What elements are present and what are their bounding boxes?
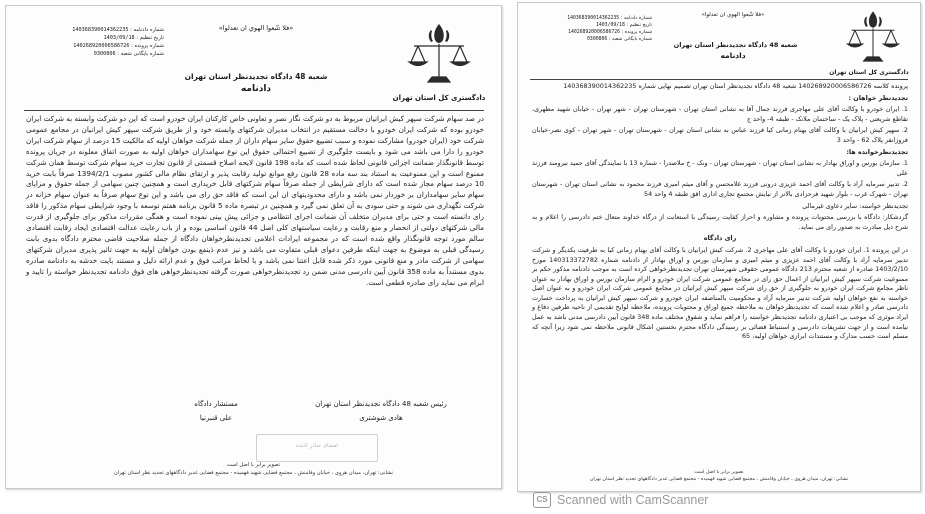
scales-of-justice-icon	[404, 22, 474, 88]
case-intro: پرونده کلاسه 140268920006586726 شعبه 48 دادگاه تجدیدنظر استان تهران تصمیم نهایی شماره 140368390014362235	[563, 82, 908, 90]
camscanner-watermark	[533, 491, 773, 511]
stamp-label: امضای صادر کننده	[296, 443, 338, 449]
header-divider	[24, 110, 484, 111]
document-title: دادنامه	[240, 84, 272, 94]
document-page-2	[5, 5, 502, 489]
issuer-signature-stamp	[256, 434, 378, 462]
respondent-1: 1. سازمان بورس و اوراق بهادار به نشانی استان تهران - شهرستان تهران - ونک - خ ملاصدرا - شماره 13 با نمایندگی آقای حمید نیرومند فرزند علی	[532, 159, 908, 177]
camscanner-text: Scanned with CamScanner	[557, 493, 709, 507]
respondent-2: 2. تدبیر سرمایه آراد با وکالت آقای احمد عزیزی درونی فرزند غلامحسن و آقای میثم امیری فرزند محمود به نشانی استان تهران - شهرستان تهران - شهرک غرب - بلوار شهید فرحزادی بالاتر از نیایش مجتمع تجاری اداری اقق طبقه 4 واحد 54	[532, 180, 908, 198]
meta-row: شماره دادنامه : 140368390014362235	[567, 16, 652, 21]
signature-role-advisor: مستشار دادگاه	[194, 400, 238, 408]
camscanner-logo-icon: CS	[533, 492, 551, 508]
appeal-subject: تجدیدنظر خواسته: سایر دعاوی غیرمالی	[802, 201, 908, 210]
motto: «فلا تتّبعوا الهوي ان تعدلوا»	[218, 24, 294, 32]
court-title: شعبه 48 دادگاه تجدیدنظر استان تهران	[184, 72, 328, 81]
page-footer	[538, 469, 900, 483]
section-heading-respondents: تجدیدنظرخوانده ها:	[846, 147, 908, 156]
footer-address: نشانی: تهران، میدان هروی ، خیابان وفامنش ، مجتمع قضایی شهید فهمیده - مجتمع قضایی غدیر دادگاههای تجدید نظر استان تهران	[589, 477, 849, 482]
footer-certified: تصویر برابر با اصل است	[226, 462, 281, 468]
appellant-1: 1. ایران خودرو با وکالت آقای علی مهاجری فرزند جمال آقا به نشانی استان تهران - شهرستان تهران - شهر تهران - خیابان شهید مطهری، تقاطع شریعتی - پلاک یک - ساختمان ملانک - طبقه 4- واحد ج	[532, 105, 908, 123]
emblem-caption: دادگستری کل استان تهران	[392, 94, 486, 102]
motto: «فلا تتّبعوا الهوي ان تعدلوا»	[701, 12, 765, 18]
footer-certified: تصویر برابر با اصل است	[694, 470, 744, 475]
meta-row: شماره بایگانی شعبه : 0300806	[587, 37, 652, 42]
verdict-text: در این پرونده 1. ایران خودرو با وکالت آقای علی مهاجری 2. شرکت کیش ایرانیان با وکالت آقای بهنام زمانی کیا به طرفیت یکدیگر و شرکت تدبیر سرمایه آراد با وکالت آقای احمد عزیزی و میثم امیری و سازمان بورس و اوراق بهادار از دادنامه شماره 140313372782 مورخ 1403/2/10 صادره از شعبه محترم 213 دادگاه عمومی حقوقی شهرستان تهران تجدیدنظرخواهی کرده است به موجب دادنامه مذکور حکم بر ممنوعیت شرکت سپهر کیش ایرانیان از اعمال حق رای در مجامع عمومی شرکت ایران خودرو و الزام سازمان بورس و اوراق بهادار به عنوان ناظر مجامع شرکت ایران خودرو به جلوگیری از حق رای شرکت سپهر کیش ایرانیان در مجامع عمومی شرکت ایران خودرو و به عنوان اصل خواسته به نفع خواهان اولیه شرکت تدبیر سرمایه آراد و محکومیت بالمناصفه ایران خودرو و شرکت سپهر کیش ایرانیان به پرداخت خسارت دادرسی صادر و اعلام شده است که تجدیدنظرخواهان به ملاحظه جمیع اوراق و محتویات پرونده، ملاحظه لوایح تقدیمی از ناحیه طرفین دفاع و ایراد موثری که موجب بی اعتباری دادنامه تجدیدنظر خواسته را فراهم نماید و شقوق مختلف ماده 348 قانون آیین دادرسی مدنی باشد به عمل نیامده است و از جهت تشریفات دادرسی و استنباط قضائی بر رسیدگی دادگاه محترم نخستین اشکال قانونی ملاحظه نمی شود زیرا آنچه که مسلم است حسب مدارک و مستندات ابرازی خواهان اولیه، 65	[532, 245, 909, 341]
meta-row: تاریخ تنظیم : 1403/09/18	[103, 35, 164, 41]
ruling-body	[532, 82, 908, 344]
court-title: شعبه 48 دادگاه تجدیدنظر استان تهران	[673, 41, 798, 49]
appellant-2: 2. سهپر کیش ایرانیان با وکالت آقای بهنام زمانی کیا فرزند عباس به نشانی استان تهران - شهرستان تهران - شهر تهران - کوی نصر-خیابان فروزانفر پلاک 62 - واحد 3	[532, 126, 908, 144]
section-heading-appellants: تجدیدنظر خواهان :	[848, 93, 908, 102]
document-title: دادنامه	[720, 51, 746, 60]
signature-role-president: رئیس شعبه 48 دادگاه تجدیدنظر استان تهران	[315, 400, 447, 408]
meta-row: شماره دادنامه : 140368390014362235	[72, 27, 164, 33]
page-footer	[46, 462, 461, 477]
ruling-paragraph: در صد سهام شرکت سپهر کیش ایرانیان مربوط به دو شرکت نگار نصر و تعاونی خاص کارکنان ایران خودرو است که این دو شرکت وابسته به شرکت ایران خودرو بوده که شرکت ایران خودرو با دخالت مستقیم در انتخاب مدیران شرکتهای وابسته خود و از طریق شرکت سپهر کیش ایرانیان در مجامع عمومی شرکت خود (ایران خودرو) مشارکت نموده و سبب تضییع حقوق سایر سهام داران از جمله شرکت خواهان اولیه که مالکیت 15 درصد از سهام شرکت ایران خودرو را دارا می باشد می شود و بایست جلوگیری از تضییع احتمالی حقوق این نوع سهامداران خواهان اولیه به صورت اتفاق معلونه در جریان پرونده توسط قانونگذار ضمانت اجرائی قانونی لحاظ شده است که ماده 198 قانون لایحه اصلاح قسمتی از قانون تجارت خرید سهام شرکت توسط همان شرکت ممنوع است و این ممنوعیت به استناد بند سه ماده 28 قانون رفع موانع تولید رقابت پذیر و ارتقای نظام مالی کشور مصوب 1394/2/1 صرفاً بابت خرید 10 درصد سهام مجاز شده است که دارای شرایطی از جمله صرفاً سهام شرکتهای قابل خریداری است و همچنین چنین سهامی از جمله حقوق و مزایای سهام سایر سهامداران بر خوردار نمی باشد و دارای محدودیتهای ان این است که فاقد حق رای می باشد و این نوع سهام صرفاً به عنوان سهام خزانه در شرکت نگهداری می شوند و حتی سودی به آن تعلق نمی گیرد و همچنین در تبصره ماده 5 قانون برنامه هفتم توسعه با وجود شرایطی سهام مذکور را فاقد رای دانسته است و حتی برای مدیران متخلف آن ضمانت اجرای انتظامی و جزائی پیش بینی نموده است و همگی مقررات مذکور برای جلوگیری از قدرت مالی شرکتهای دولتی از انحصار و منع رقابت و رعایت سیاستهای کلی اصل 44 قانون اساسی بوده و از باب رعایت عدالت اقتصادی ایجاد رقابت اقتصادی سالم مورد توجه قانونگذار واقع شده است که در مجموعه ایرادات اعلامی تجدیدنظرخواهان دادگاه از جمله صلاحیت قاضی محترم دادگاه بدوی بابت رسیدگی قبلی به موضوع به جهت اینکه طرفین دعوای قبلی متفاوت می باشد و نیز عدم ذینفع بودن خواهان اولیه به جهت تاثیر پذیری مدیران شرکتهای سهامی از شرکت مادر و منع قانونی مورد ذکر شده قابل اعتنا نمی باشد و با لحاظ مراتب فوق و عدم ارائه دلیل و مستند بایت خدشه به دادنامه صادره بدوی مستنداً به ماده 358 قانون آیین دادرسی مدنی ضمن رد تجدیدنظرخواهی صورت گرفته تجدیدنظرخواهی های فوق دادنامه تجدیدنظر خواسته را تایید و ابرام می نماید رای صادره قطعی است.	[26, 114, 485, 287]
case-meta	[24, 26, 164, 58]
signature-name-president: هادی شوشتری	[359, 414, 403, 422]
judiciary-emblem	[843, 9, 903, 67]
meta-row: تاریخ تنظیم : 1403/09/18	[596, 23, 652, 28]
scales-of-justice-icon	[843, 9, 903, 67]
emblem-caption: دادگستری کل استان تهران	[829, 69, 909, 76]
header-divider	[530, 79, 908, 80]
judiciary-emblem	[404, 22, 474, 88]
footer-address: نشانی: تهران، میدان هروی ، خیابان وفامنش ، مجتمع قضایی شهید فهمیده - مجتمع قضایی غدیر دادگاههای تجدید نظر استان تهران	[113, 469, 394, 476]
ruling-body	[26, 114, 484, 291]
signature-name-advisor: علی قنبرنیا	[199, 414, 233, 422]
meta-row: شماره پرونده : 140268920006586726	[568, 30, 652, 35]
section-heading-verdict: رای دادگاه	[703, 234, 737, 243]
case-meta	[532, 15, 652, 43]
proceedings: گردشکار: دادگاه با بررسی محتویات پرونده و مشاوره و احراز کفایت رسیدگی با استعانت از درگاه خداوند متعال ختم دادرسی را اعلام و به شرح ذیل مبادرت به صدور رای می نماید.	[532, 213, 908, 231]
document-page-1	[517, 2, 921, 492]
meta-row: شماره بایگانی شعبه : 0300806	[93, 51, 164, 57]
meta-row: شماره پرونده : 140268920006586726	[73, 43, 164, 49]
